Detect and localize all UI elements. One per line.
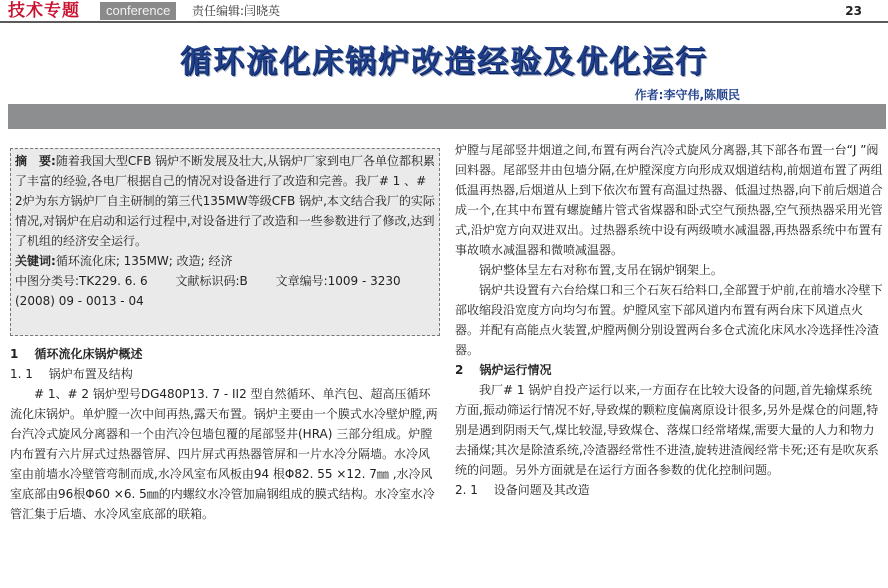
abstract-text: 随着我国大型CFB 锅炉不断发展及壮大,从锅炉厂家到电厂各单位都积累了丰富的经验,各电厂根据自己的情况对设备进行了改造和完善。我厂# 1 、# 2炉为东方锅炉厂自主研制的第三代135MW等级CFB 锅炉,本文结合我厂的实际情况,对锅炉在启动和运行过程中,对设备进行了改造和一些参数进行了修改,达到了机组的经济安全运行。 [15,154,435,248]
abstract-label: 摘 要: [15,154,56,168]
section-heading-2-1: 2. 1 设备问题及其改造 [455,483,590,497]
body-paragraph: 炉膛与尾部竖井烟道之间,布置有两台汽冷式旋风分离器,其下部各布置一台“J ”阀回料器。尾部竖井由包墙分隔,在炉膛深度方向形成双烟道结构,前烟道布置了两组低温再热器,后烟道从上到下依次布置有高温过热器、低温过热器,向下前后烟道合成一个,在其中布置有螺旋鳍片管式省煤器和卧式空气预热器,空气预热器采用光管式,沿炉宽方向双进双出。过热器系统中设有两级喷水减温器,再热器系统中布置有事故喷水减温器和微喷减温器。 [455,143,883,257]
article-title: 循环流化床锅炉改造经验及优化运行 [180,44,708,80]
title-band [8,104,886,129]
section-heading-2: 2 锅炉运行情况 [455,363,552,377]
keywords-text: 循环流化床; 135MW; 改造; 经济 [55,254,233,268]
body-paragraph: # 1、# 2 锅炉型号DG480P13. 7 - II2 型自然循环、单汽包、超高压循环流化床锅炉。单炉膛一次中间再热,露天布置。锅炉主要由一个膜式水冷壁炉膛,两台汽冷式旋风分离器和一个由汽冷包墙包覆的尾部竖井(HRA) 三部分组成。炉膛内布置有六片屏式过热器管屏、四片屏式再热器管屏和一片水冷分隔墙。水冷风室由前墙水冷壁管弯制而成,水冷风室布风板由94 根Φ82. 55 ×12. 7㎜ ,水冷风室底部由96根Φ60 ×6. 5㎜的内螺纹水冷管加扁钢组成的膜式结构。水冷室水冷管汇集于后墙、水冷风室底部的联箱。 [10,387,438,521]
header-rule [0,21,888,23]
right-column [455,140,883,500]
body-paragraph: 锅炉整体呈左右对称布置,支吊在锅炉钢架上。 [479,263,723,277]
abstract-box [10,148,440,336]
classification-info: 中图分类号:TK229. 6. 6 文献标识码:B 文章编号:1009 - 3230 (2008) 09 - 0013 - 04 [15,274,401,308]
article-author: 作者:李守伟,陈顺民 [634,88,740,102]
left-column [10,344,440,524]
keywords-label: 关键词: [15,254,56,268]
page-number: 23 [845,4,862,18]
section-tag-english: conference [100,2,176,20]
page-header [0,0,888,22]
responsible-editor: 责任编辑:闫晓英 [192,4,281,18]
body-paragraph: 锅炉共设置有六台给煤口和三个石灰石给料口,全部置于炉前,在前墙水冷壁下部收缩段沿宽度方向均匀布置。炉膛风室下部风道内布置有两台床下风道点火器。并配有高能点火装置,炉膛两侧分别设置两台多仓式流化床风水冷选择性冷渣器。 [455,283,883,357]
section-heading-1: 1 循环流化床锅炉概述 [10,347,143,361]
body-paragraph: 我厂# 1 锅炉自投产运行以来,一方面存在比较大设备的问题,首先输煤系统方面,振动筛运行情况不好,导致煤的颗粒度偏离原设计很多,另外是煤仓的问题,特别是遇到阴雨天气,煤比较湿,导致煤仓、落煤口经常堵煤,需要大量的人力和物力去捅煤;其次是除渣系统,冷渣器经常性不进渣,旋转进渣阀经常卡死;还有是吹灰系统的问题。另外方面就是在运行方面各参数的优化控制问题。 [455,383,879,477]
section-tag: 技术专题 [8,1,80,21]
section-heading-1-1: 1. 1 锅炉布置及结构 [10,367,133,381]
